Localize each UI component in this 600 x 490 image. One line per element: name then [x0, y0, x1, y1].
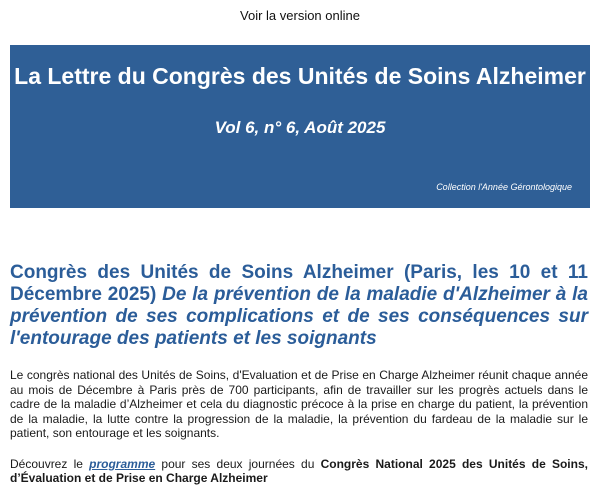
issue-subtitle: Vol 6, n° 6, Août 2025	[214, 118, 386, 137]
article-body	[10, 262, 588, 486]
top-bar	[0, 0, 600, 30]
newsletter-title: La Lettre du Congrès des Unités de Soins Alzheimer	[14, 63, 586, 89]
discover-paragraph	[10, 457, 588, 486]
header-banner	[10, 45, 590, 208]
program-link[interactable]: programme	[89, 456, 156, 471]
headline-plain: Congrès des Unités de Soins Alzheimer (Paris, les 10 et 11 Décembre 2025)	[10, 262, 588, 305]
discover-prefix: Découvrez le	[10, 456, 90, 471]
intro-paragraph: Le congrès national des Unités de Soins, d'Evaluation et de Prise en Charge Alzheimer réunit chaque année au mois de Décembre à Paris près de 700 participants, afin de travailler sur les progrès actuels dans le cadre de la maladie d’Alzheimer et cela du diagnostic précoce à la prise en charge du patient, la prévention de la maladie, la lutte contre la progression de la maladie, la prévention du fardeau de la maladie sur le patient, son entourage et les soignants.	[10, 368, 588, 440]
article-headline	[10, 262, 588, 350]
view-online-link[interactable]: Voir la version online	[240, 7, 360, 23]
discover-middle: pour ses deux journées du	[155, 456, 321, 471]
collection-label: Collection l'Année Gérontologique	[436, 182, 572, 192]
headline-italic: De la prévention de la maladie d'Alzheimer à la prévention de ses complications et de ses conséquences sur l'entourage des patients et les soignants	[10, 284, 588, 349]
congress-name: Congrès National 2025 des Unités de Soins, d’Évaluation et de Prise en Charge Alzheimer	[10, 456, 588, 485]
